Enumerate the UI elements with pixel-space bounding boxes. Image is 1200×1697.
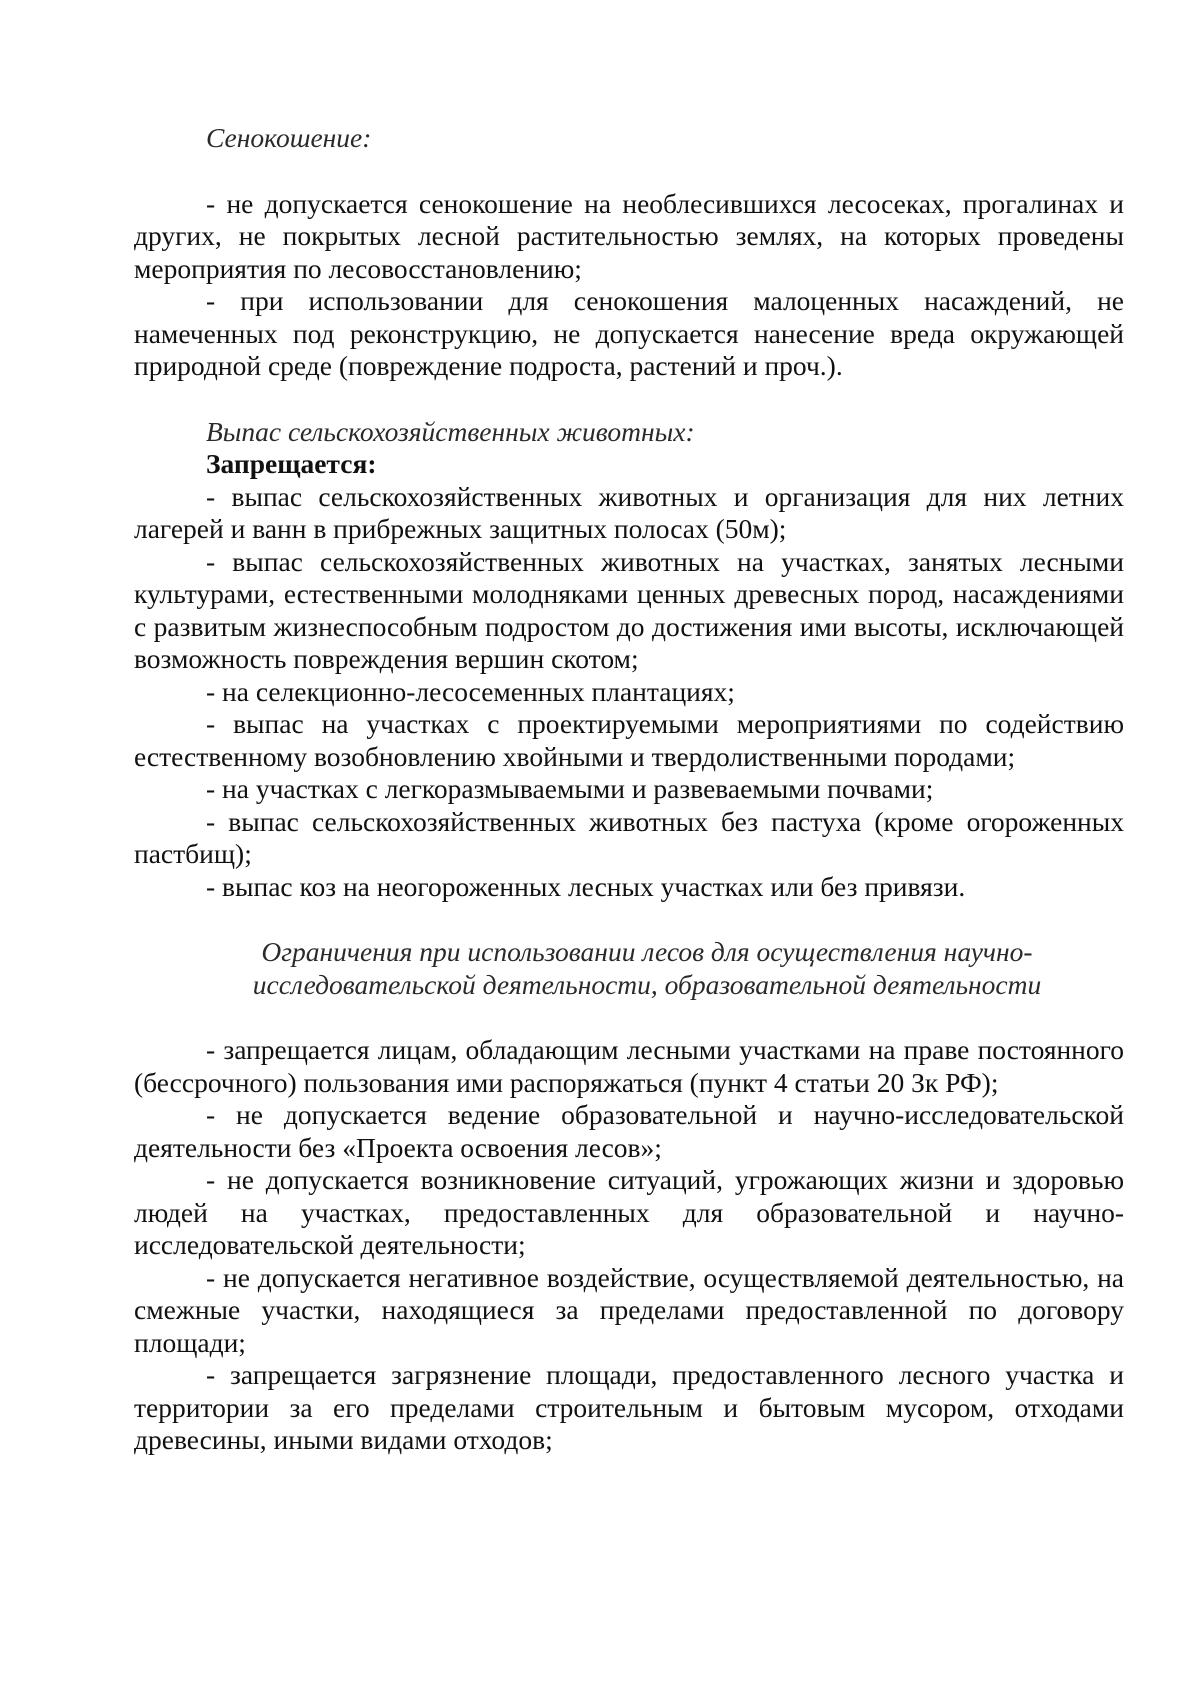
list-item: - выпас сельскохозяйственных животных на участках, занятых лесными культурами, естественными молодняками ценных древесных пород, насаждениями с развитым жизнеспособным подростом до достижения ими высоты, исключающей возможность повреждения вершин скотом; bbox=[134, 545, 1124, 674]
list-item: - не допускается возникновение ситуаций, угрожающих жизни и здоровью людей на участках, предоставленных для образовательной и научно-исследовательской деятельности; bbox=[134, 1164, 1124, 1260]
section-haymaking-title: Сенокошение: bbox=[206, 122, 372, 153]
section-research-title-line1: Ограничения при использовании лесов для осуществления научно- bbox=[261, 936, 1033, 967]
list-item: - выпас на участках с проектируемыми мероприятиями по содействию естественному возобновлению хвойными и твердолиственными породами; bbox=[134, 708, 1124, 772]
list-item: - не допускается сенокошение на необлесившихся лесосеках, прогалинах и других, не покрытых лесной растительностью землях, на которых проведены мероприятия по лесовосстановлению; bbox=[134, 187, 1124, 284]
spacer bbox=[134, 903, 1124, 936]
section-grazing-subtitle: Запрещается: bbox=[206, 448, 377, 479]
spacer bbox=[134, 1001, 1124, 1034]
list-item: - не допускается негативное воздействие, осуществляемой деятельностью, на смежные участки, находящиеся за пределами предоставленной по договору площади; bbox=[134, 1261, 1124, 1358]
list-item: - выпас сельскохозяйственных животных и организация для них летних лагерей и ванн в прибрежных защитных полосах (50м); bbox=[134, 480, 1124, 544]
spacer bbox=[134, 155, 1124, 188]
list-item: - запрещается лицам, обладающим лесными участками на праве постоянного (бессрочного) пользования ими распоряжаться (пункт 4 статьи 20 Зк РФ); bbox=[134, 1034, 1124, 1098]
section-grazing-title: Выпас сельскохозяйственных животных: bbox=[206, 415, 695, 447]
section-research-title-line2: исследовательской деятельности, образовательной деятельности bbox=[252, 968, 1042, 1000]
spacer bbox=[134, 383, 1124, 416]
list-item: - при использовании для сенокошения малоценных насаждений, не намеченных под реконструкцию, не допускается нанесение вреда окружающей природной среде (повреждение подроста, растений и проч.). bbox=[134, 285, 1124, 381]
list-item: - на селекционно-лесосеменных плантациях; bbox=[206, 675, 735, 707]
list-item: - выпас сельскохозяйственных животных без пастуха (кроме огороженных пастбищ); bbox=[134, 805, 1124, 869]
list-item: - запрещается загрязнение площади, предоставленного лесного участка и территории за его пределами строительным и бытовым мусором, отходами древесины, иными видами отходов; bbox=[134, 1359, 1124, 1455]
list-item: - на участках с легкоразмываемыми и развеваемыми почвами; bbox=[206, 773, 934, 804]
list-item: - выпас коз на неогороженных лесных участках или без привязи. bbox=[206, 870, 966, 902]
list-item: - не допускается ведение образовательной и научно-исследовательской деятельности без «Проекта освоения лесов»; bbox=[134, 1099, 1124, 1163]
document-body bbox=[134, 122, 1124, 1457]
